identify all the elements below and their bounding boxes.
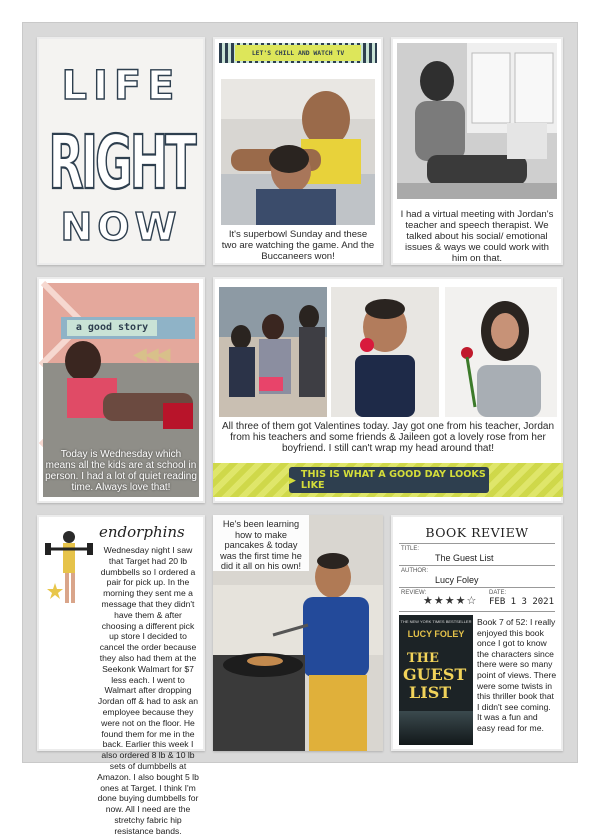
reading-card xyxy=(37,277,205,503)
divider xyxy=(399,565,555,566)
rating-stars: ★★★★☆ xyxy=(423,594,478,607)
superbowl-photo xyxy=(221,79,375,225)
valentine-photo-kids xyxy=(219,287,327,417)
title-right: RIGHT xyxy=(48,119,194,206)
meeting-caption: I had a virtual meeting with Jordan's teacher and speech therapist. We talked about his social/ emotional issues & ways we could work with him on that. xyxy=(400,209,554,264)
meeting-card xyxy=(391,37,563,265)
reading-caption: Today is Wednesday which means all the kids are at school in person. I had a lot of quiet reading time. Always love that! xyxy=(45,449,197,493)
superbowl-caption: It's superbowl Sunday and these two are watching the game. And the Buccaneers won! xyxy=(221,229,375,262)
cover-landscape xyxy=(399,711,473,745)
life-right-now-card xyxy=(37,37,205,265)
title-life: LIFE xyxy=(61,63,181,109)
scrapbook-page xyxy=(22,22,578,836)
title-label: TITLE: xyxy=(401,546,420,552)
title-now: NOW xyxy=(60,205,182,249)
author-label: AUTHOR: xyxy=(401,568,428,574)
cover-author: LUCY FOLEY xyxy=(407,629,465,639)
book-review-heading: BOOK REVIEW xyxy=(425,525,529,540)
cover-top-text: THE NEW YORK TIMES BESTSELLER xyxy=(400,619,472,624)
valentine-photo-jaileen xyxy=(445,287,557,417)
endorphins-card xyxy=(37,515,205,836)
pancake-card xyxy=(213,515,383,751)
chill-tag: LET'S CHILL AND WATCH TV xyxy=(235,45,361,61)
endorphins-title: endorphins xyxy=(99,523,185,541)
divider xyxy=(399,611,555,612)
cover-title-2: GUEST xyxy=(403,665,467,684)
title-value: The Guest List xyxy=(435,553,494,563)
valentines-card xyxy=(213,277,563,503)
superbowl-card xyxy=(213,37,383,265)
story-tag: a good story xyxy=(67,320,157,336)
cover-title-3: LIST xyxy=(409,683,452,702)
play-icon: ▶ xyxy=(289,474,296,485)
date-value: FEB 1 3 2021 xyxy=(489,597,555,607)
endorphins-body: Wednesday night I saw that Target had 20 lb dumbbells so I ordered a pair for pick up. In the morning they sent me a message that they didn't have them & after choosing a different pick up store I decided to cancel the order because they also had them at the Seekonk Walmart for $7 less each. I went to Walmart after dropping Jordan off & had to ask an employee because they were not on the floor. He found them for me in the back. Earlier this week I also ordered 8 lb & 10 lb sets of dumbbells at Amazon. I also bought 5 lb ones at Target. I think I'm done buying dumbbells for now. All I need are the stretchy fabric hip resistance bands. xyxy=(97,545,199,836)
valentine-caption: All three of them got Valentines today. Jay got one from his teacher, Jordan from his teachers and some friends & Jaileen got a lovely rose from her boyfriend. I still can't wrap my head around that! xyxy=(221,421,555,454)
banner-text: THIS IS WHAT A GOOD DAY LOOKS LIKE xyxy=(300,469,486,491)
date-label: DATE: xyxy=(489,590,507,596)
author-value: Lucy Foley xyxy=(435,575,479,585)
review-label: REVIEW: xyxy=(401,590,427,596)
good-day-banner xyxy=(289,467,489,493)
cover-title-1: THE xyxy=(407,651,439,666)
divider xyxy=(399,543,555,544)
book-review-body: Book 7 of 52: I really enjoyed this book once I got to know the characters since there were so many point of views. There were some twists in this thriller book that I didn't see coming. It was a fun and easy read for me. xyxy=(477,617,557,733)
book-review-card xyxy=(391,515,563,751)
meeting-photo xyxy=(397,43,557,199)
arrow-icon: ◀◀◀ xyxy=(133,344,169,364)
divider xyxy=(399,587,555,588)
book-cover xyxy=(399,615,473,745)
valentine-photo-jay xyxy=(331,287,439,417)
pancake-caption: He's been learning how to make pancakes & today was the first time he did it all on his own! xyxy=(220,519,302,572)
